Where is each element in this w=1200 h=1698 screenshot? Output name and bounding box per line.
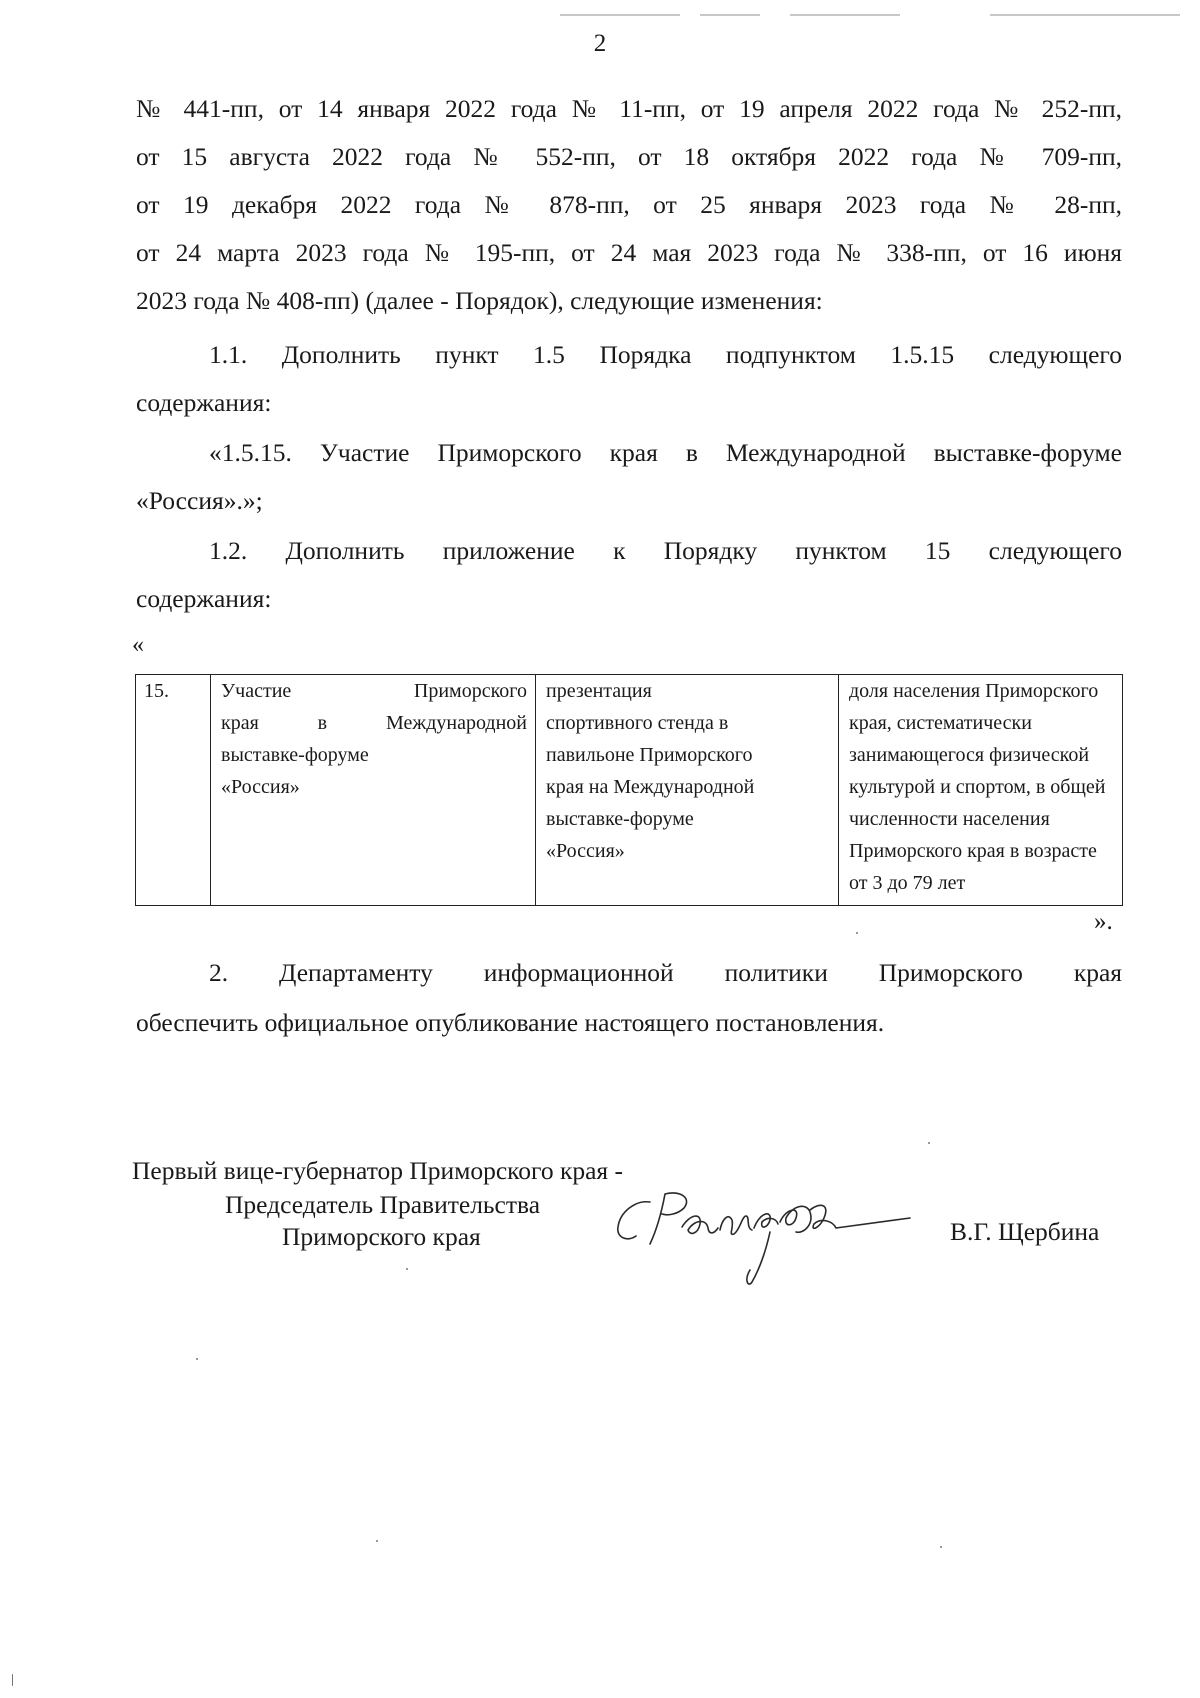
cell-event [536, 675, 839, 906]
cell-text: выставке-форуме [546, 808, 694, 830]
quote-open-mark: « [132, 632, 144, 658]
scan-speck [940, 1546, 942, 1548]
signatory-role: Приморского края [282, 1222, 481, 1251]
cell-text: «Россия» [546, 840, 625, 862]
cell-text: выставке-форуме [221, 744, 369, 766]
scan-artifact [560, 14, 680, 16]
text-line: «Россия».»; [136, 486, 263, 515]
text-line: от 15 августа 2022 года № 552-пп, от 18 октября 2022 года № 709-пп, [136, 142, 1122, 171]
cell-activity [211, 675, 536, 906]
scan-artifact [990, 14, 1180, 16]
scan-speck [406, 1268, 408, 1270]
cell-text: «Россия» [221, 776, 300, 798]
cell-indicator [839, 675, 1123, 906]
scan-speck [12, 1674, 13, 1686]
quote-close-mark: ». [1094, 908, 1113, 935]
signatory-role: Председатель Правительства [225, 1190, 541, 1219]
cell-text: павильоне Приморского [546, 744, 753, 766]
appendix-insert-table [135, 674, 1123, 906]
row-number: 15. [144, 680, 169, 702]
text-line: 2023 года № 408-пп) (далее - Порядок), следующие изменения: [136, 286, 823, 315]
cell-text: презентация [546, 680, 652, 702]
cell-text: края, систематически [849, 712, 1032, 734]
scan-speck [376, 1540, 378, 1542]
cell-text: края на Международной [546, 776, 755, 798]
scan-speck [856, 932, 858, 934]
text-line: № 441-пп, от 14 января 2022 года № 11-пп, от 19 апреля 2022 года № 252-пп, [136, 94, 1122, 123]
text-line: 2. Департаменту информационной политики Приморского края [209, 958, 1122, 987]
cell-text: Участие Приморского [221, 680, 527, 702]
text-line: содержания: [136, 584, 272, 613]
cell-text: от 3 до 79 лет [849, 872, 966, 894]
handwritten-signature [610, 1172, 930, 1292]
cell-text: края в Международной [221, 712, 527, 734]
cell-text: спортивного стенда в [546, 712, 729, 734]
cell-text: культурой и спортом, в общей [849, 776, 1106, 798]
signatory-role: Первый вице-губернатор Приморского края - [132, 1156, 623, 1185]
text-line: 1.1. Дополнить пункт 1.5 Порядка подпунктом 1.5.15 следующего [209, 340, 1122, 369]
text-line: обеспечить официальное опубликование настоящего постановления. [136, 1008, 885, 1037]
signatory-name: В.Г. Щербина [950, 1217, 1100, 1246]
cell-text: Приморского края в возрасте [849, 840, 1097, 862]
cell-number [136, 675, 211, 906]
page-number: 2 [593, 30, 607, 57]
text-line: «1.5.15. Участие Приморского края в Международной выставке-форуме [209, 438, 1122, 467]
cell-text: численности населения [849, 808, 1050, 830]
cell-text: доля населения Приморского [849, 680, 1099, 702]
text-line: от 24 марта 2023 года № 195-пп, от 24 мая 2023 года № 338-пп, от 16 июня [136, 238, 1122, 267]
scan-artifact [790, 14, 900, 16]
cell-text: занимающегося физической [849, 744, 1090, 766]
text-line: содержания: [136, 388, 272, 417]
scan-artifact [700, 14, 760, 16]
text-line: 1.2. Дополнить приложение к Порядку пунктом 15 следующего [209, 536, 1122, 565]
scan-speck [196, 1358, 198, 1360]
table-row [136, 675, 1123, 906]
scan-speck [928, 1142, 930, 1144]
text-line: от 19 декабря 2022 года № 878-пп, от 25 января 2023 года № 28-пп, [136, 190, 1122, 219]
